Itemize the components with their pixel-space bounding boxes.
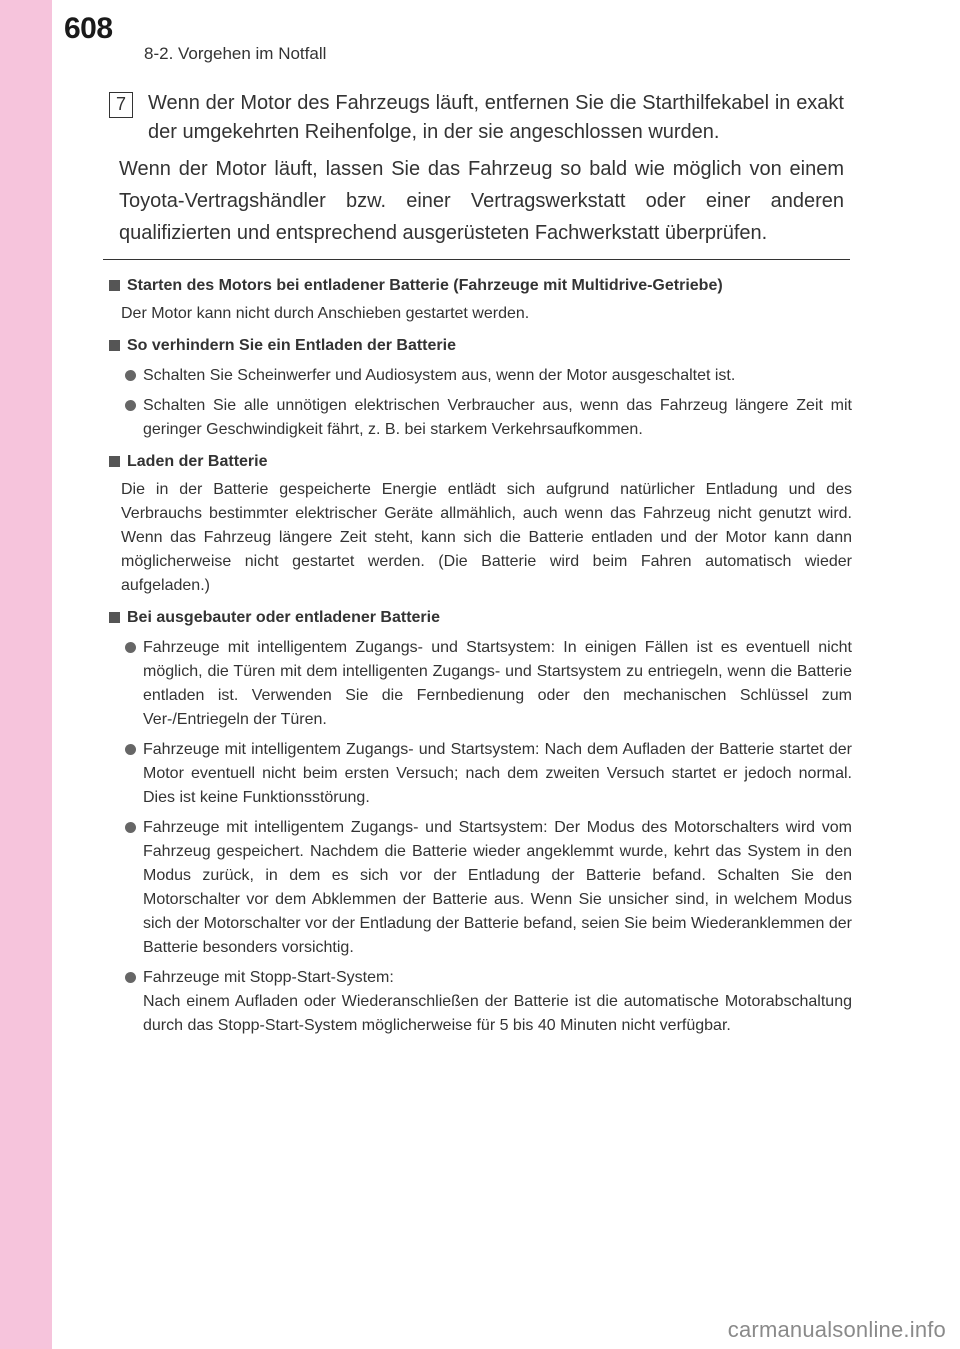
note-section-charging xyxy=(107,450,852,598)
circle-bullet-icon xyxy=(125,642,136,653)
list-item: Fahrzeuge mit intelligentem Zugangs- und Startsystem: Der Modus des Motorschalters wird vom Fahrzeug gespeichert. Nachdem die Batterie wieder angeklemmt wurde, kehrt das System in den Modus zurück, in dem es sich vor der Entladung der Batterie befand. Schalten Sie den Motorschalter vor dem Abklemmen der Batterie aus. Wenn Sie unsicher sind, in welchem Modus sich der Motorschalter vor der Entladung der Batterie befand, seien Sie beim Wiederanklemmen der Batterie besonders vorsichtig. xyxy=(121,816,852,960)
circle-bullet-icon xyxy=(125,822,136,833)
side-tab-bar xyxy=(0,0,52,1349)
section-body: Die in der Batterie gespeicherte Energie entlädt sich aufgrund natürlicher Entladung und des Verbrauchs bestimmter elektrischer Geräte allmählich, auch wenn das Fahrzeug nicht genutzt wird. Wenn das Fahrzeug längere Zeit steht, kann sich die Batterie entladen und der Motor kann dann möglicherweise nicht gestartet werden. (Die Batterie wird beim Fahren automatisch wieder aufgeladen.) xyxy=(121,481,852,594)
section-title: So verhindern Sie ein Entladen der Batterie xyxy=(127,337,456,354)
note-text: Wenn der Motor läuft, lassen Sie das Fahrzeug so bald wie möglich von einem Toyota-Vertragshändler bzw. einer Vertragswerkstatt oder einer anderen qualifizierten und entsprechend ausgerüsteten Fachwerkstatt überprüfen. xyxy=(119,158,844,244)
list-item: Fahrzeuge mit intelligentem Zugangs- und Startsystem: Nach dem Aufladen der Batterie startet der Motor eventuell nicht beim ersten Versuch; nach dem zweiten Versuch startet er jedoch normal. Dies ist keine Funktionsstörung. xyxy=(121,738,852,810)
step-text: Wenn der Motor des Fahrzeugs läuft, entfernen Sie die Starthilfekabel in exakt der umgekehrten Reihenfolge, in der sie angeschlossen wurden. xyxy=(148,92,844,143)
notes-area xyxy=(107,274,852,1046)
list-item: Schalten Sie Scheinwerfer und Audiosystem aus, wenn der Motor ausgeschaltet ist. xyxy=(121,364,852,388)
section-title: Laden der Batterie xyxy=(127,453,268,470)
list-item: Fahrzeuge mit Stopp-Start-System: Nach einem Aufladen oder Wiederanschließen der Batterie ist die automatische Motorabschaltung durch das Stopp-Start-System möglicherweise für 5 bis 40 Minuten nicht verfügbar. xyxy=(121,966,852,1038)
list-item: Fahrzeuge mit intelligentem Zugangs- und Startsystem: In einigen Fällen ist es eventuell nicht möglich, die Türen mit dem intelligenten Zugangs- und Startsystem zu entriegeln, wenn die Batterie entladen ist. Verwenden Sie die Fernbedienung oder den mechanischen Schlüssel zum Ver-/Entriegeln der Türen. xyxy=(121,636,852,732)
section-divider xyxy=(103,259,850,260)
step-number-badge: 7 xyxy=(109,92,133,118)
watermark: carmanualsonline.info xyxy=(727,1317,946,1342)
circle-bullet-icon xyxy=(125,400,136,411)
section-title: Bei ausgebauter oder entladener Batterie xyxy=(127,609,440,626)
square-bullet-icon xyxy=(109,612,120,623)
circle-bullet-icon xyxy=(125,370,136,381)
note-section-prevent-discharge xyxy=(107,334,852,442)
section-title: Starten des Motors bei entladener Batterie (Fahrzeuge mit Multidrive-Getriebe) xyxy=(127,277,723,294)
list-item: Schalten Sie alle unnötigen elektrischen Verbraucher aus, wenn das Fahrzeug längere Zeit mit geringer Geschwindigkeit fährt, z. B. bei starkem Verkehrsaufkommen. xyxy=(121,394,852,442)
square-bullet-icon xyxy=(109,456,120,467)
square-bullet-icon xyxy=(109,340,120,351)
circle-bullet-icon xyxy=(125,972,136,983)
page-number: 608 xyxy=(64,12,113,45)
note-section-removed-battery xyxy=(107,606,852,1038)
note-section-multidrive xyxy=(107,274,852,326)
section-header: 8-2. Vorgehen im Notfall xyxy=(144,44,327,63)
section-body: Der Motor kann nicht durch Anschieben gestartet werden. xyxy=(121,305,530,322)
circle-bullet-icon xyxy=(125,744,136,755)
square-bullet-icon xyxy=(109,280,120,291)
